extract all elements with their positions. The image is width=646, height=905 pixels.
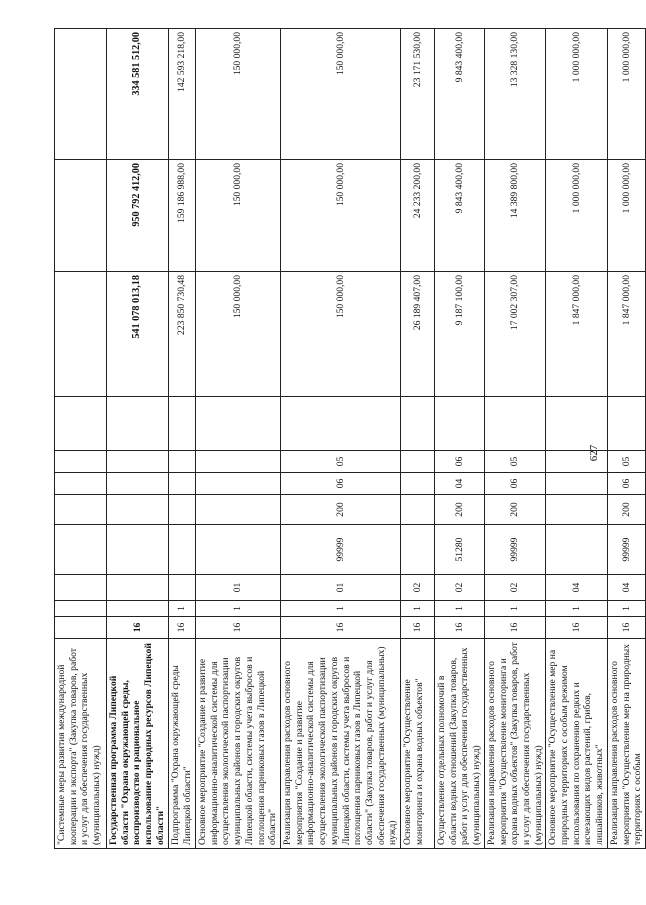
amount-year2-cell: 950 792 412,00 [107,160,169,272]
amount-year2-cell: 150 000,00 [196,160,281,272]
amount-year2-cell: 24 233 200,00 [401,160,435,272]
budget-table [54,28,646,849]
amount-year3-cell [55,29,107,160]
code-section-cell: 04 [435,473,485,495]
code-ministry-cell [55,617,107,639]
code-ministry-cell: 16 [546,617,608,639]
row-name-cell: Основное мероприятие "Осуществление мониторинга и охрана водных объектов" [401,639,435,849]
code-subprogram-cell: 1 [281,601,401,617]
code-ministry-cell: 16 [607,617,645,639]
code-subsection-cell [169,451,196,473]
code-section-cell [107,473,169,495]
code-direction-cell: 99999 [281,525,401,575]
code-subprogram-cell: 1 [435,601,485,617]
code-subprogram-cell: 1 [196,601,281,617]
table-row [196,29,281,849]
code-ministry-cell: 16 [484,617,546,639]
amount-year3-cell: 334 581 512,00 [107,29,169,160]
code-event-cell: 02 [401,575,435,601]
row-name-cell: Реализация направления расходов основного мероприятия "Создание и развитие информационно-аналитической системы для осуществления экологической паспортизации муниципальных районов и городских округов Липецкой области, системы учета выбросов и поглощения парниковых газов в Липецкой области" (Закупка товаров, работ и услуг для обеспечения государственных (муниципальных) нужд) [281,639,401,849]
code-subsection-cell [107,451,169,473]
table-row [435,29,485,849]
table-row [484,29,546,849]
code-subprogram-cell: 1 [484,601,546,617]
code-direction-cell [169,525,196,575]
amount-year2-cell: 1 000 000,00 [546,160,608,272]
amount-year1-cell: 17 002 307,00 [484,272,546,397]
row-name-cell: Осуществление отдельных полномочий в области водных отношений (Закупка товаров, работ и услуг для обеспечения государственных (муниципальных) нужд) [435,639,485,849]
code-direction-cell: 99999 [607,525,645,575]
code-direction-cell [196,525,281,575]
code-direction-cell [107,525,169,575]
code-subprogram-cell [107,601,169,617]
code-subsection-cell: 05 [607,451,645,473]
code-subsection-cell [546,451,608,473]
amount-year2-cell: 1 000 000,00 [607,160,645,272]
code-event-cell [169,575,196,601]
amount-year1-cell: 9 187 100,00 [435,272,485,397]
row-name-cell: Подпрограмма "Охрана окружающей среды Липецкой области" [169,639,196,849]
amount-year1-cell: 150 000,00 [196,272,281,397]
amount-year3-cell: 150 000,00 [196,29,281,160]
empty-code-cell [401,397,435,451]
amount-year2-cell: 150 000,00 [281,160,401,272]
empty-code-cell [55,397,107,451]
page-number: 627 [588,444,600,462]
code-event-cell: 02 [435,575,485,601]
table-row [607,29,645,849]
code-expense-type-cell [546,495,608,525]
code-expense-type-cell: 200 [607,495,645,525]
amount-year3-cell: 1 000 000,00 [546,29,608,160]
row-name-cell: "Системные меры развития международной кооперации и экспорта" (Закупка товаров, работ и услуг для обеспечения государственных (муниципальных) нужд) [55,639,107,849]
code-event-cell: 04 [546,575,608,601]
code-direction-cell [401,525,435,575]
row-name-cell: Основное мероприятие "Осуществление мер на природных территориях с особым режимом использования по сохранению редких и исчезающих видов растений, грибов, лишайников, животных" [546,639,608,849]
code-ministry-cell: 16 [107,617,169,639]
code-direction-cell: 99999 [484,525,546,575]
code-section-cell [401,473,435,495]
empty-code-cell [169,397,196,451]
amount-year3-cell: 23 171 530,00 [401,29,435,160]
code-subprogram-cell: 1 [401,601,435,617]
table-row [401,29,435,849]
code-direction-cell [546,525,608,575]
row-name-cell: Основное мероприятие "Создание и развитие информационно-аналитической системы для осуществления экологической паспортизации муниципальных районов и городских округов Липецкой области, системы учета выбросов и поглощения парниковых газов в Липецкой области" [196,639,281,849]
amount-year1-cell: 1 847 000,00 [607,272,645,397]
code-expense-type-cell: 200 [281,495,401,525]
amount-year1-cell: 541 078 013,18 [107,272,169,397]
code-event-cell: 01 [281,575,401,601]
rotated-page [54,29,644,849]
empty-code-cell [607,397,645,451]
amount-year1-cell: 26 189 407,00 [401,272,435,397]
code-subsection-cell: 05 [484,451,546,473]
amount-year2-cell: 9 843 400,00 [435,160,485,272]
code-expense-type-cell [107,495,169,525]
code-section-cell [546,473,608,495]
code-ministry-cell: 16 [435,617,485,639]
amount-year2-cell: 159 186 988,00 [169,160,196,272]
table-row [546,29,608,849]
empty-code-cell [196,397,281,451]
code-ministry-cell: 16 [196,617,281,639]
table-row [107,29,169,849]
code-section-cell: 06 [607,473,645,495]
code-expense-type-cell [196,495,281,525]
code-event-cell: 01 [196,575,281,601]
code-expense-type-cell [401,495,435,525]
row-name-cell: Реализация направления расходов основного мероприятия "Осуществление мер на природных территориях с особым [607,639,645,849]
code-event-cell [55,575,107,601]
amount-year1-cell: 150 000,00 [281,272,401,397]
code-subsection-cell: 05 [281,451,401,473]
code-event-cell [107,575,169,601]
code-direction-cell: 51280 [435,525,485,575]
code-section-cell: 06 [281,473,401,495]
code-event-cell: 02 [484,575,546,601]
code-subsection-cell [401,451,435,473]
amount-year3-cell: 142 593 218,00 [169,29,196,160]
table-body [55,29,646,849]
code-subprogram-cell: 1 [169,601,196,617]
amount-year2-cell [55,160,107,272]
code-subprogram-cell: 1 [546,601,608,617]
code-subsection-cell [196,451,281,473]
amount-year3-cell: 13 328 130,00 [484,29,546,160]
amount-year3-cell: 9 843 400,00 [435,29,485,160]
code-subsection-cell: 06 [435,451,485,473]
code-section-cell [55,473,107,495]
amount-year1-cell: 223 850 730,48 [169,272,196,397]
amount-year1-cell [55,272,107,397]
row-name-cell: Государственная программа Липецкой области "Охрана окружающей среды, воспроизводство и рациональное использование природных ресурсов Липецкой области" [107,639,169,849]
amount-year2-cell: 14 389 800,00 [484,160,546,272]
code-ministry-cell: 16 [281,617,401,639]
empty-code-cell [107,397,169,451]
code-subprogram-cell: 1 [607,601,645,617]
code-expense-type-cell [55,495,107,525]
empty-code-cell [484,397,546,451]
code-section-cell [196,473,281,495]
code-direction-cell [55,525,107,575]
row-name-cell: Реализация направления расходов основного мероприятия "Осуществление мониторинга и охрана водных объектов" (Закупка товаров, работ и услуг для обеспечения государственных (муниципальных) нужд) [484,639,546,849]
code-ministry-cell: 16 [169,617,196,639]
code-section-cell: 06 [484,473,546,495]
code-expense-type-cell: 200 [484,495,546,525]
code-event-cell: 04 [607,575,645,601]
table-row [281,29,401,849]
code-section-cell [169,473,196,495]
code-subprogram-cell [55,601,107,617]
empty-code-cell [546,397,608,451]
code-expense-type-cell: 200 [435,495,485,525]
code-ministry-cell: 16 [401,617,435,639]
code-subsection-cell [55,451,107,473]
table-row [169,29,196,849]
table-row [55,29,107,849]
amount-year1-cell: 1 847 000,00 [546,272,608,397]
amount-year3-cell: 150 000,00 [281,29,401,160]
code-expense-type-cell [169,495,196,525]
empty-code-cell [435,397,485,451]
amount-year3-cell: 1 000 000,00 [607,29,645,160]
empty-code-cell [281,397,401,451]
